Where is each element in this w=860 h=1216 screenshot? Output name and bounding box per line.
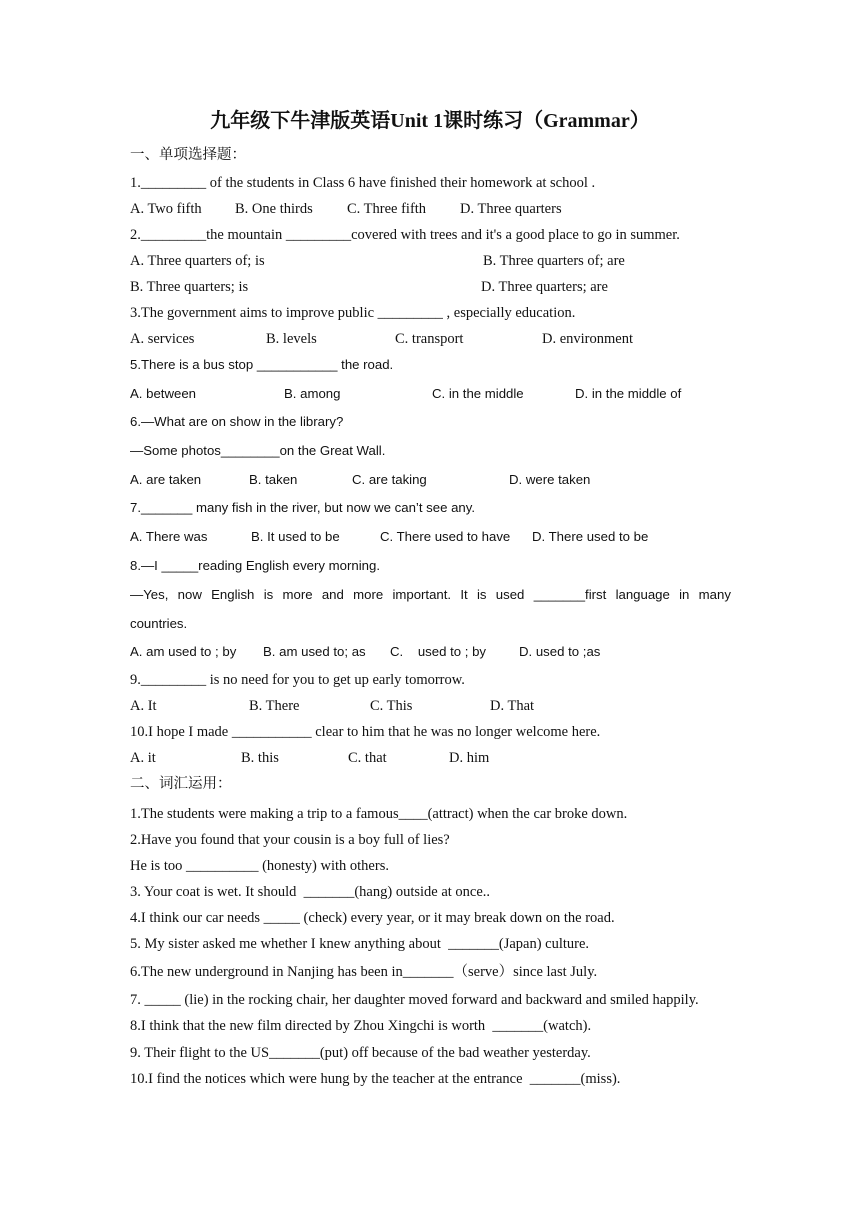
question-1-options <box>130 200 730 218</box>
vocab-line-2b: He is too __________ (honesty) with others. <box>130 858 389 874</box>
vocab-line-4: 4.I think our car needs _____ (check) every year, or it may break down on the road. <box>130 910 615 926</box>
word: language <box>615 587 670 602</box>
word: used <box>495 587 525 602</box>
question-3: 3.The government aims to improve public _________ , especially education. <box>130 305 576 321</box>
question-1: 1._________ of the students in Class 6 have finished their homework at school . <box>130 175 596 191</box>
option-d: D. environment <box>542 331 634 347</box>
section2-heading: 二、词汇运用： <box>130 776 232 792</box>
word: —Yes, <box>130 587 169 602</box>
vocab-line-2: 2.Have you found that your cousin is a boy full of lies? <box>130 832 450 848</box>
vocab-line-1: 1.The students were making a trip to a famous____(attract) when the car broke down. <box>130 806 628 822</box>
option-b: B. It used to be <box>251 529 340 544</box>
word: and <box>321 587 344 602</box>
option-c: C. Three fifth <box>347 201 427 217</box>
option-b: B. this <box>241 750 279 766</box>
option-d: D. in the middle of <box>575 386 682 401</box>
option-a: A. between <box>130 386 196 401</box>
question-8-options <box>130 643 730 661</box>
vocab-line-10: 10.I find the notices which were hung by the teacher at the entrance _______(miss). <box>130 1071 621 1087</box>
word: is <box>263 587 274 602</box>
word: _______first <box>533 587 607 602</box>
question-9: 9._________ is no need for you to get up early tomorrow. <box>130 672 465 688</box>
vocab-line-8: 8.I think that the new film directed by Zhou Xingchi is worth _______(watch). <box>130 1018 592 1034</box>
word: more <box>282 587 313 602</box>
question-8-line2 <box>130 586 731 604</box>
option-b: B. levels <box>266 331 317 347</box>
question-3-options <box>130 330 730 348</box>
option-a: A. it <box>130 750 156 766</box>
question-6-line2: —Some photos________on the Great Wall. <box>130 443 386 458</box>
option-d: D. used to ;as <box>519 644 601 659</box>
word: more <box>353 587 384 602</box>
option-c: C. There used to have <box>380 529 511 544</box>
vocab-line-6: 6.The new underground in Nanjing has been in_______（serve）since last July. <box>130 964 598 980</box>
word: important. <box>392 587 452 602</box>
option-d: D. him <box>449 750 490 766</box>
question-8-line3: countries. <box>130 616 188 631</box>
word: is <box>476 587 487 602</box>
option-c: C. that <box>348 750 387 766</box>
question-7: 7._______ many fish in the river, but now we can’t see any. <box>130 500 476 515</box>
question-6-options <box>130 471 730 489</box>
option-a: A. are taken <box>130 472 202 487</box>
option-b: B. Three quarters of; are <box>483 253 625 269</box>
question-6-line1: 6.—What are on show in the library? <box>130 414 344 429</box>
option-b-alt: B. Three quarters; is <box>130 279 249 295</box>
option-c: C. transport <box>395 331 464 347</box>
option-c: C. This <box>370 698 413 714</box>
option-b: B. taken <box>249 472 298 487</box>
word: now <box>177 587 202 602</box>
word: English <box>211 587 255 602</box>
option-b: B. am used to; as <box>263 644 366 659</box>
question-10: 10.I hope I made ___________ clear to him that he was no longer welcome here. <box>130 724 601 740</box>
option-d: D. That <box>490 698 535 714</box>
question-8-line1: 8.—I _____reading English every morning. <box>130 558 380 573</box>
option-b: B. There <box>249 698 300 714</box>
option-a: A. It <box>130 698 157 714</box>
vocab-line-3: 3. Your coat is wet. It should _______(hang) outside at once.. <box>130 884 491 900</box>
option-b: B. One thirds <box>235 201 313 217</box>
question-5: 5.There is a bus stop ___________ the road. <box>130 357 394 372</box>
question-10-options <box>130 749 730 767</box>
option-c: C. in the middle <box>432 386 524 401</box>
question-2-options-row2 <box>130 278 730 296</box>
option-d: D. There used to be <box>532 529 649 544</box>
vocab-line-9: 9. Their flight to the US_______(put) off because of the bad weather yesterday. <box>130 1045 591 1061</box>
section1-heading: 一、单项选择题： <box>130 147 246 163</box>
question-2: 2._________the mountain _________covered with trees and it's a good place to go in summer. <box>130 227 680 243</box>
option-b: B. among <box>284 386 341 401</box>
question-7-options <box>130 528 730 546</box>
word: It <box>460 587 468 602</box>
document-title: 九年级下牛津版英语Unit 1课时练习（Grammar） <box>210 110 650 132</box>
word: many <box>698 587 731 602</box>
option-a: A. Two fifth <box>130 201 202 217</box>
word: in <box>679 587 690 602</box>
option-d: D. Three quarters <box>460 201 562 217</box>
option-d: D. were taken <box>509 472 591 487</box>
option-a: A. Three quarters of; is <box>130 253 265 269</box>
option-a: A. services <box>130 331 195 347</box>
question-9-options <box>130 697 730 715</box>
question-2-options-row1 <box>130 252 730 270</box>
vocab-line-5: 5. My sister asked me whether I knew anything about _______(Japan) culture. <box>130 936 590 952</box>
option-a: A. am used to ; by <box>130 644 237 659</box>
vocab-line-7: 7. _____ (lie) in the rocking chair, her daughter moved forward and backward and smiled happily. <box>130 992 699 1008</box>
option-d: D. Three quarters; are <box>481 279 608 295</box>
option-a: A. There was <box>130 529 208 544</box>
option-c: C. used to ; by <box>390 644 487 659</box>
option-c: C. are taking <box>352 472 427 487</box>
question-5-options <box>130 385 730 403</box>
